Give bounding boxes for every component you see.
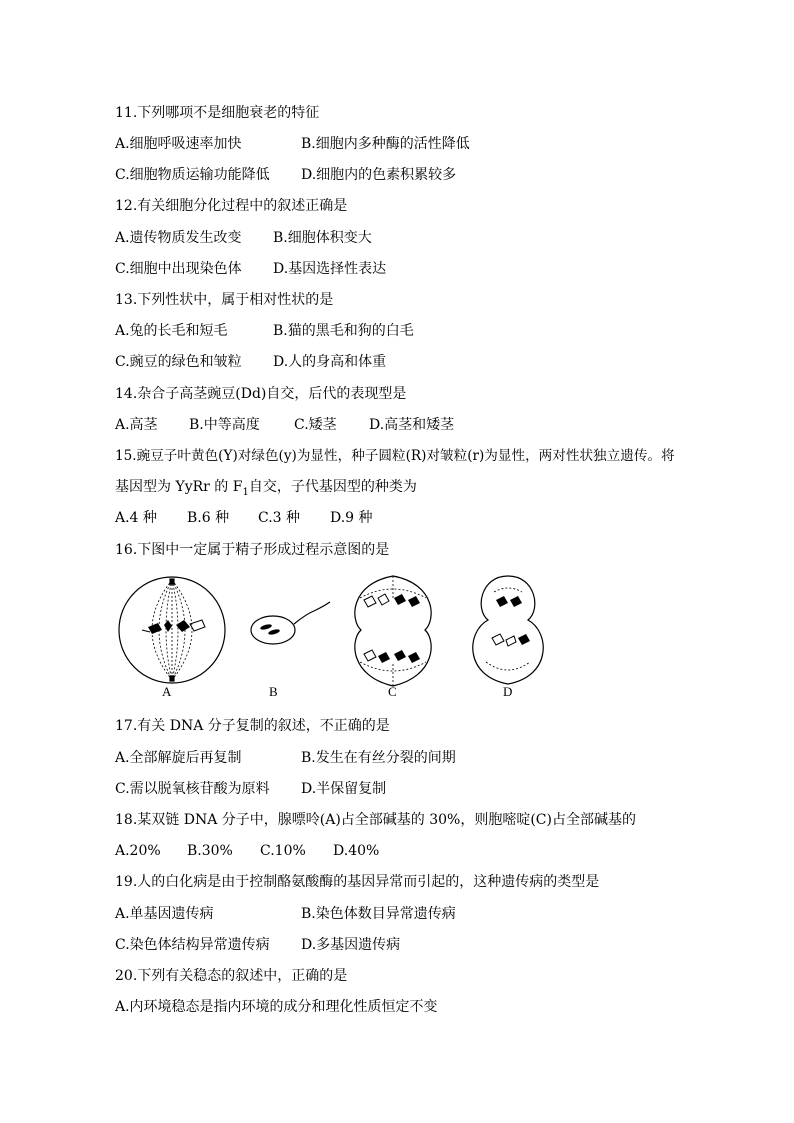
question-13-option-d: D.人的身高和体重 <box>273 354 387 370</box>
question-17-option-a: A.全部解旋后再复制 <box>115 750 242 766</box>
question-19-stem: 19.人的白化病是由于控制酪氨酸酶的基因异常而引起的，这种遗传病的类型是 <box>115 874 600 890</box>
question-14-option-c: C.矮茎 <box>294 417 337 433</box>
question-11-option-d: D.细胞内的色素积累较多 <box>301 167 457 183</box>
question-17-option-d: D.半保留复制 <box>301 781 387 797</box>
question-15-option-c: C.3 种 <box>258 510 301 526</box>
question-14-options <box>115 416 715 434</box>
question-15-option-b: B.6 种 <box>187 510 230 526</box>
question-13-options-row-1 <box>115 322 715 340</box>
question-11-option-c: C.细胞物质运输功能降低 <box>115 167 270 183</box>
question-15-options <box>115 509 715 527</box>
question-13-option-c: C.豌豆的绿色和皱粒 <box>115 354 242 370</box>
question-11-option-a: A.细胞呼吸速率加快 <box>115 136 242 152</box>
question-15-stem-line-1: 15.豌豆子叶黄色(Y)对绿色(y)为显性，种子圆粒(R)对皱粒(r)为显性，两对性状独立遗传。将 <box>115 448 675 464</box>
question-13-options-row-2 <box>115 353 715 371</box>
question-15-stem-line-2 <box>115 478 417 502</box>
question-18-option-a: A.20% <box>115 843 161 859</box>
cell-a-drawing <box>119 577 225 683</box>
question-12-option-d: D.基因选择性表达 <box>273 261 387 277</box>
cell-division-figure <box>110 570 560 700</box>
question-11-stem: 11.下列哪项不是细胞衰老的特征 <box>115 105 320 121</box>
question-13-stem: 13.下列性状中，属于相对性状的是 <box>115 292 334 308</box>
question-15-stem-line-2-post: 自交，子代基因型的种类为 <box>248 479 417 495</box>
question-19-option-d: D.多基因遗传病 <box>301 937 401 953</box>
question-14-option-a: A.高茎 <box>115 417 158 433</box>
cell-division-diagrams <box>110 570 560 700</box>
question-17-option-b: B.发生在有丝分裂的间期 <box>301 750 456 766</box>
question-12-option-a: A.遗传物质发生改变 <box>115 230 242 246</box>
question-17-option-c: C.需以脱氧核苷酸为原料 <box>115 781 270 797</box>
cell-c-drawing <box>355 576 431 686</box>
question-19-option-b: B.染色体数目异常遗传病 <box>301 906 456 922</box>
figure-label-a: A <box>162 684 172 699</box>
question-11-options-row-1 <box>115 135 715 153</box>
figure-label-c: C <box>388 684 397 699</box>
question-12-options-row-2 <box>115 260 715 278</box>
cell-d-drawing <box>473 576 543 684</box>
question-20-option-a: A.内环境稳态是指内环境的成分和理化性质恒定不变 <box>115 999 438 1015</box>
question-19-options-row-2 <box>115 936 715 954</box>
question-20-stem: 20.下列有关稳态的叙述中，正确的是 <box>115 968 348 984</box>
question-14-option-b: B.中等高度 <box>189 417 260 433</box>
question-12-option-b: B.细胞体积变大 <box>273 230 372 246</box>
question-15-option-a: A.4 种 <box>115 510 157 526</box>
question-17-stem: 17.有关 DNA 分子复制的叙述，不正确的是 <box>115 718 390 734</box>
question-19-options-row-1 <box>115 905 715 923</box>
question-18-option-c: C.10% <box>260 843 306 859</box>
question-19-option-a: A.单基因遗传病 <box>115 906 214 922</box>
question-11-options-row-2 <box>115 166 715 184</box>
question-12-option-c: C.细胞中出现染色体 <box>115 261 242 277</box>
question-13-option-b: B.猫的黑毛和狗的白毛 <box>273 323 414 339</box>
question-18-stem: 18.某双链 DNA 分子中，腺嘌呤(A)占全部碱基的 30%，则胞嘧啶(C)占全部碱基的 <box>115 812 636 828</box>
question-18-option-d: D.40% <box>333 843 380 859</box>
question-19-option-c: C.染色体结构异常遗传病 <box>115 937 270 953</box>
question-15-stem-line-2-sub: 1 <box>242 486 249 498</box>
question-11-option-b: B.细胞内多种酶的活性降低 <box>301 136 470 152</box>
question-17-options-row-2 <box>115 780 715 798</box>
figure-label-b: B <box>269 684 278 699</box>
question-16-stem: 16.下图中一定属于精子形成过程示意图的是 <box>115 542 390 558</box>
question-15-stem-line-2-pre: 基因型为 YyRr 的 F <box>115 479 243 495</box>
question-15-option-d: D.9 种 <box>330 510 373 526</box>
question-14-option-d: D.高茎和矮茎 <box>369 417 455 433</box>
question-18-options <box>115 842 715 860</box>
question-14-stem: 14.杂合子高茎豌豆(Dd)自交，后代的表现型是 <box>115 386 407 402</box>
question-12-stem: 12.有关细胞分化过程中的叙述正确是 <box>115 198 348 214</box>
question-18-option-b: B.30% <box>187 843 233 859</box>
figure-label-d: D <box>503 684 513 699</box>
question-13-option-a: A.兔的长毛和短毛 <box>115 323 228 339</box>
cell-b-drawing <box>251 602 330 644</box>
question-17-options-row-1 <box>115 749 715 767</box>
question-12-options-row-1 <box>115 229 715 247</box>
